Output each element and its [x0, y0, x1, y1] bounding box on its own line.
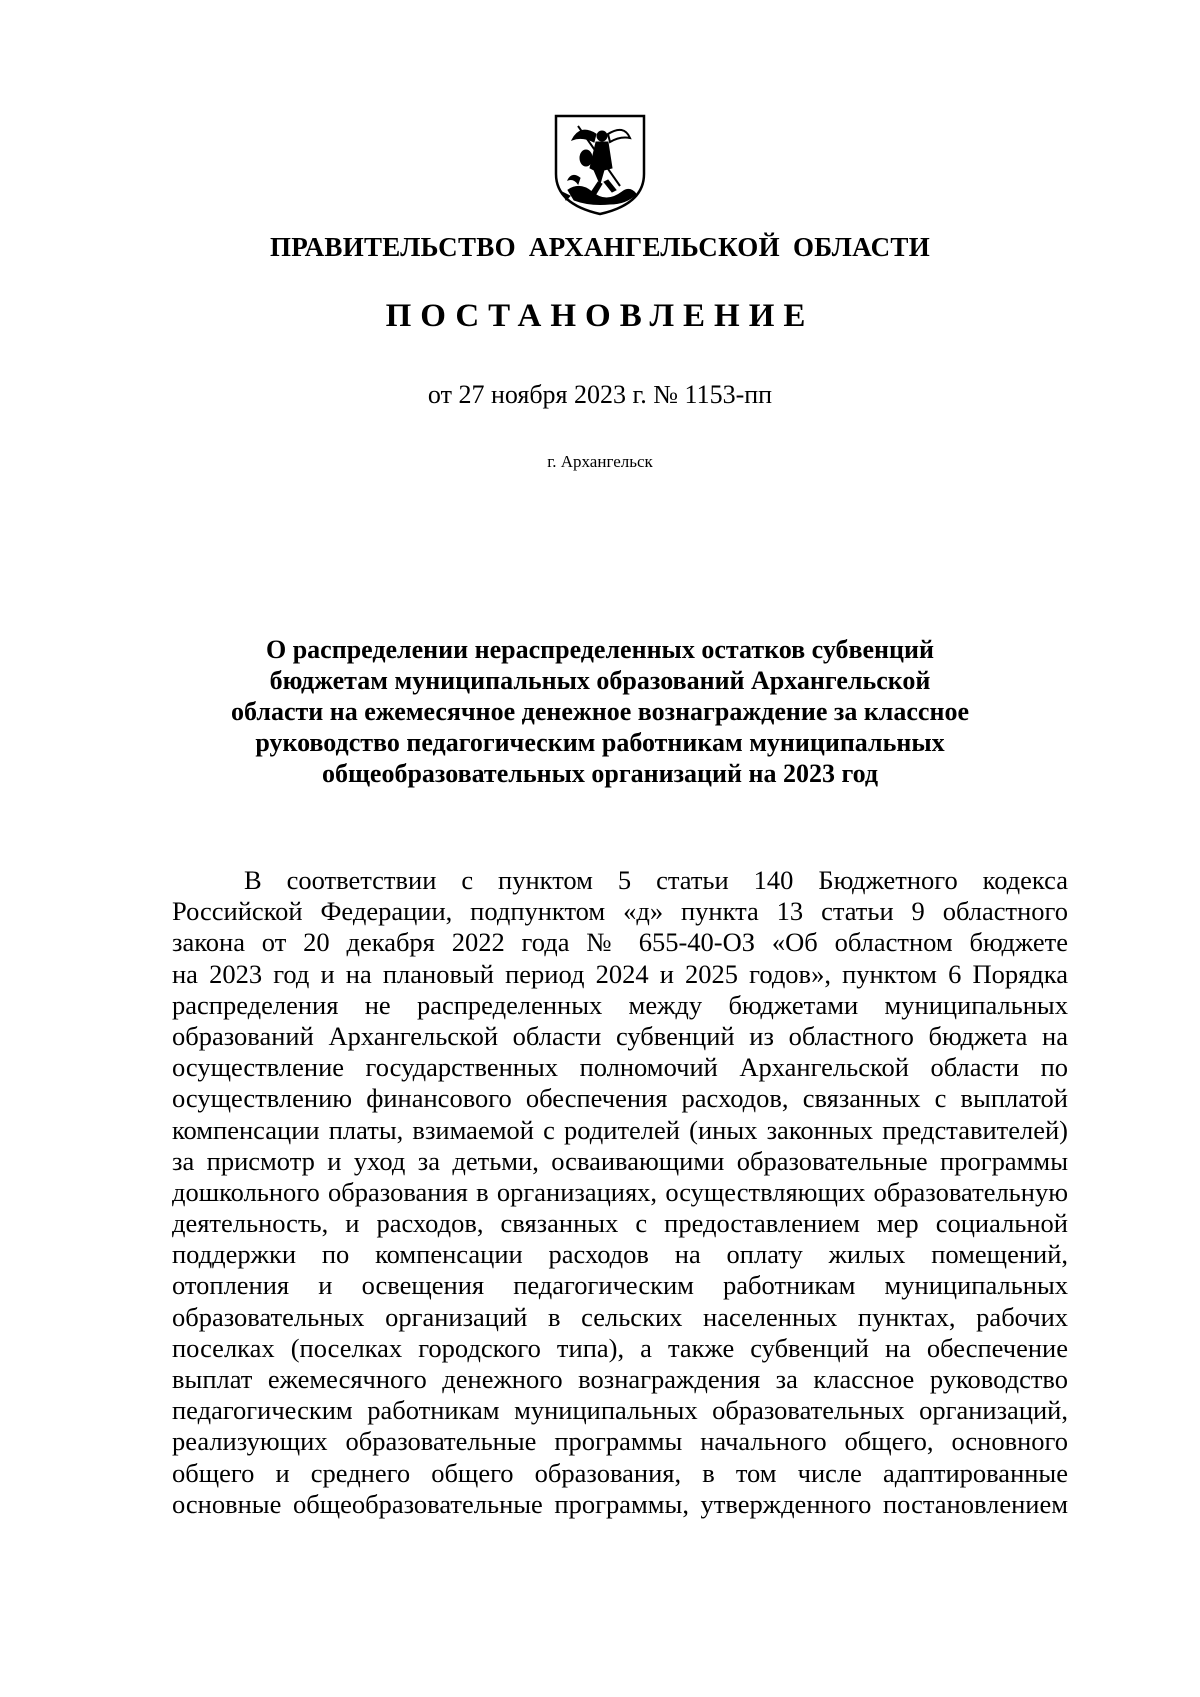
body-line: педагогическим работникам муниципальных образовательных организаций,	[172, 1395, 1068, 1426]
title-line: области на ежемесячное денежное вознаграждение за классное	[231, 697, 969, 726]
body-line: Российской Федерации, подпунктом «д» пункта 13 статьи 9 областного	[172, 896, 1068, 927]
document-title	[160, 634, 1040, 789]
coat-of-arms-icon	[550, 112, 650, 216]
body-line: выплат ежемесячного денежного вознаграждения за классное руководство	[172, 1364, 1068, 1394]
body-line: деятельность, и расходов, связанных с предоставлением мер социальной	[172, 1208, 1068, 1239]
document-date-number: от 27 ноября 2023 г. № 1153-пп	[427, 380, 773, 409]
document-type: ПОСТАНОВЛЕНИЕ	[385, 298, 815, 334]
body-line: осуществление государственных полномочий Архангельской области по	[172, 1052, 1068, 1083]
body-line: В соответствии с пунктом 5 статьи 140 Бюджетного кодекса	[244, 865, 1068, 895]
body-line: распределения не распределенных между бюджетами муниципальных	[172, 989, 1068, 1020]
organization-name: ПРАВИТЕЛЬСТВО АРХАНГЕЛЬСКОЙ ОБЛАСТИ	[269, 232, 931, 262]
body-line: отопления и освещения педагогическим работникам муниципальных	[172, 1270, 1068, 1301]
body-line: образований Архангельской области субвенций из областного бюджета на	[172, 1020, 1068, 1051]
title-line: О распределении нераспределенных остатков субвенций	[266, 635, 934, 664]
body-line: осуществлению финансового обеспечения расходов, связанных с выплатой	[172, 1083, 1068, 1114]
body-line: основные общеобразовательные программы, утвержденного постановлением	[172, 1488, 1068, 1519]
body-line: дошкольного образования в организациях, осуществляющих образовательную	[172, 1176, 1068, 1207]
body-line: общего и среднего общего образования, в том числе адаптированные	[172, 1457, 1068, 1488]
body-line: компенсации платы, взимаемой с родителей (иных законных представителей)	[172, 1114, 1068, 1145]
body-line: за присмотр и уход за детьми, осваивающими образовательные программы	[172, 1145, 1068, 1176]
document-city: г. Архангельск	[547, 452, 653, 471]
body-line: реализующих образовательные программы начального общего, основного	[172, 1426, 1068, 1457]
body-line: поддержки по компенсации расходов на оплату жилых помещений,	[172, 1239, 1068, 1270]
document-body	[172, 865, 1068, 1520]
body-line: закона от 20 декабря 2022 года № 655-40-ОЗ «Об областном бюджете	[172, 927, 1068, 958]
body-line: на 2023 год и на плановый период 2024 и 2025 годов», пунктом 6 Порядка	[172, 958, 1068, 989]
body-line: образовательных организаций в сельских населенных пунктах, рабочих	[172, 1301, 1068, 1332]
title-line: бюджетам муниципальных образований Архангельской	[269, 666, 931, 695]
title-line: руководство педагогическим работникам муниципальных	[255, 728, 945, 757]
title-line: общеобразовательных организаций на 2023 год	[321, 759, 879, 788]
body-line: поселках (поселках городского типа), а также субвенций на обеспечение	[172, 1332, 1068, 1363]
